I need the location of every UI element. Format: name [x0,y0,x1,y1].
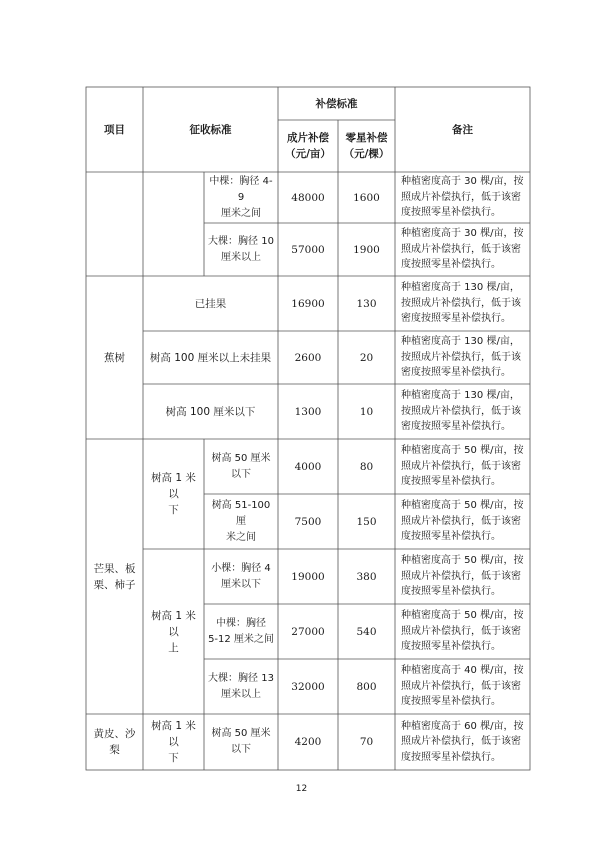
category-cell: 芒果、板 栗、柿子 [93,562,136,591]
scattered-cell: 1600 [353,191,380,204]
scattered-cell: 150 [356,515,377,528]
standard-cell: 大棵：胸径 10 厘米以上 [208,235,274,263]
standard-cell: 树高 50 厘米 以下 [211,452,271,480]
bulk-cell: 4200 [294,736,322,748]
remarks-cell: 种植密度高于 130 棵/亩，按照成片补偿执行，低于该密度按照零星补偿执行。 [401,282,521,325]
bulk-cell: 32000 [291,680,325,693]
standard-cell: 小棵：胸径 4 厘米以下 [211,562,271,590]
page-number: 12 [295,784,308,794]
group-cell: 树高 1 米以 上 [151,609,196,654]
scattered-cell: 10 [359,405,374,418]
bulk-cell: 57000 [291,243,325,256]
header-bulk: 成片补偿 （元/亩） [285,132,331,160]
standard-cell: 中棵：胸径 4-9 厘米之间 [209,175,273,219]
bulk-cell: 48000 [291,191,325,204]
group-cell: 树高 1 米以 下 [151,472,196,516]
bulk-cell: 4000 [294,460,322,473]
category-cell: 蕉树 [104,351,125,364]
remarks-cell: 种植密度高于 30 棵/亩，按照成片补偿执行，低于该密度按照零星补偿执行。 [401,228,524,271]
bulk-cell: 1300 [294,405,322,418]
remarks-cell: 种植密度高于 50 棵/亩，按照成片补偿执行，低于该密度按照零星补偿执行。 [401,610,524,653]
header-standard: 征收标准 [189,123,232,136]
header-compensation: 补偿标准 [315,97,358,110]
header-remarks: 备注 [452,123,473,136]
standard-cell: 树高 100 厘米以下 [165,405,256,418]
scattered-cell: 20 [359,351,374,364]
bulk-cell: 16900 [291,297,325,310]
remarks-cell: 种植密度高于 130 棵/亩，按照成片补偿执行，低于该密度按照零星补偿执行。 [401,336,521,379]
remarks-cell: 种植密度高于 130 棵/亩，按照成片补偿执行，低于该密度按照零星补偿执行。 [401,390,521,433]
group-cell: 树高 1 米以 下 [151,720,196,764]
bulk-cell: 19000 [291,570,325,583]
scattered-cell: 80 [359,460,374,473]
scattered-cell: 130 [356,297,377,310]
standard-cell: 大棵：胸径 13 厘米以上 [208,672,274,700]
scattered-cell: 1900 [353,243,380,256]
header-scattered: 零星补偿 （元/棵） [343,132,390,160]
scattered-cell: 70 [359,736,374,748]
remarks-cell: 种植密度高于 50 棵/亩，按照成片补偿执行，低于该密度按照零星补偿执行。 [401,555,524,598]
scattered-cell: 800 [356,680,377,693]
remarks-cell: 种植密度高于 60 棵/亩，按照成片补偿执行，低于该密度按照零星补偿执行。 [401,720,524,763]
bulk-cell: 27000 [291,625,325,638]
category-cell: 黄皮、沙 梨 [93,728,136,756]
standard-cell: 树高 51-100 厘 米之间 [211,499,271,543]
scattered-cell: 380 [356,570,377,583]
remarks-cell: 种植密度高于 50 棵/亩，按照成片补偿执行，低于该密度按照零星补偿执行。 [401,445,524,488]
standard-cell: 已挂果 [194,297,227,310]
bulk-cell: 2600 [294,351,322,364]
standard-cell: 树高 100 厘米以上未挂果 [149,351,272,364]
standard-cell: 中棵：胸径 5-12 厘米之间 [208,617,274,645]
standard-cell: 树高 50 厘米 以下 [211,728,271,755]
scattered-cell: 540 [356,625,377,638]
remarks-cell: 种植密度高于 30 棵/亩，按照成片补偿执行，低于该密度按照零星补偿执行。 [401,176,524,219]
remarks-cell: 种植密度高于 50 棵/亩，按照成片补偿执行，低于该密度按照零星补偿执行。 [401,500,524,543]
bulk-cell: 7500 [294,515,322,528]
remarks-cell: 种植密度高于 40 棵/亩，按照成片补偿执行，低于该密度按照零星补偿执行。 [401,665,524,708]
header-project: 项目 [104,123,125,136]
